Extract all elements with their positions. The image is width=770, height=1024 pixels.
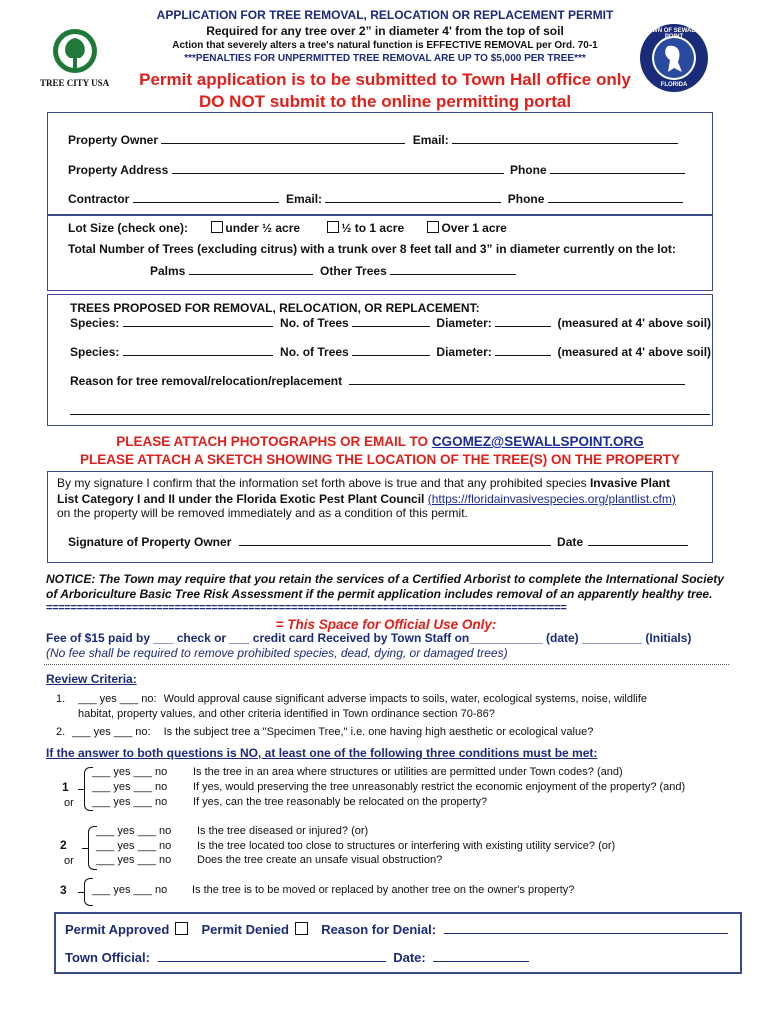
email-link[interactable]: CGOMEZ@SEWALLSPOINT.ORG (431, 434, 644, 449)
signature-text-3: on the property will be removed immediately and as a condition of this permit. (57, 506, 468, 520)
separator-line: ===================================================================================== (46, 602, 567, 614)
g1-yes-no-2[interactable]: ___ yes ___ no (92, 781, 168, 793)
lot-under-half-checkbox[interactable] (211, 221, 223, 233)
fee-line: Fee of $15 paid by ___ check or ___ credit card Received by Town Staff on___________ (date) _________ (Initials) (46, 631, 692, 645)
g2-text-3: Does the tree create an unsafe visual obstruction? (197, 854, 443, 866)
town-official-field[interactable] (158, 951, 386, 962)
permit-denied-label: Permit Denied (201, 922, 289, 937)
lot-half-to-one-checkbox[interactable] (327, 221, 339, 233)
attach-photos-notice: PLEASE ATTACH PHOTOGRAPHS OR EMAIL TO (116, 434, 429, 449)
g2-yes-no-1[interactable]: ___ yes ___ no (96, 825, 172, 837)
action-note: Action that severely alters a tree's natural function is EFFECTIVE REMOVAL per Ord. 70-1 (172, 40, 598, 51)
q1-text-2: habitat, property values, and other criteria identified in Town ordinance section 70-86? (78, 708, 495, 720)
reason-label: Reason for tree removal/relocation/replacement (70, 374, 343, 388)
lot-half-to-one-label: ½ to 1 acre (341, 221, 405, 235)
review-criteria-title: Review Criteria: (46, 672, 137, 686)
q2-yes-no[interactable]: ___ yes ___ no: (72, 726, 151, 738)
reason-field[interactable] (349, 374, 685, 385)
other-trees-label: Other Trees (320, 264, 387, 278)
penalties-note: ***PENALTIES FOR UNPERMITTED TREE REMOVAL ARE UP TO $5,000 PER TREE*** (184, 53, 586, 64)
trees-proposed-heading: TREES PROPOSED FOR REMOVAL, RELOCATION, OR REPLACEMENT: (70, 301, 480, 315)
group-1-or: or (64, 797, 74, 809)
seal-bottom-text: FLORIDA (660, 82, 688, 88)
diameter-field-1[interactable] (495, 316, 551, 327)
g1-text-2: If yes, would preserving the tree unreasonably restrict the economic enjoyment of the property? (and) (193, 781, 686, 793)
species-field-2[interactable] (123, 345, 273, 356)
palms-field[interactable] (189, 264, 313, 275)
plantlist-link[interactable]: (https://floridainvasivespecies.org/plantlist.cfm) (427, 492, 676, 506)
lot-size-label: Lot Size (check one): (68, 221, 189, 235)
g2-yes-no-3[interactable]: ___ yes ___ no (96, 854, 172, 866)
no-of-trees-label-2: No. of Trees (280, 345, 349, 359)
signature-text-1-bold: Invasive Plant (589, 476, 671, 490)
attach-sketch-notice: PLEASE ATTACH A SKETCH SHOWING THE LOCATION OF THE TREE(S) ON THE PROPERTY (79, 452, 680, 467)
group-3-number: 3 (60, 883, 67, 897)
no-of-trees-field-2[interactable] (352, 345, 430, 356)
dotted-divider (44, 664, 729, 665)
contractor-label: Contractor (68, 192, 130, 206)
contractor-email-field[interactable] (325, 192, 501, 203)
q1-number: 1. (56, 693, 66, 705)
g3-yes-no[interactable]: ___ yes ___ no (92, 884, 168, 896)
g1-text-3: If yes, can the tree reasonably be relocated on the property? (193, 796, 488, 808)
g3-text: Is the tree is to be moved or replaced by another tree on the owner's property? (192, 884, 575, 896)
diameter-label-2: Diameter: (436, 345, 492, 359)
group-1-number: 1 (62, 780, 69, 794)
form-subtitle: Required for any tree over 2” in diameter 4' from the top of soil (206, 24, 564, 38)
reason-denial-label: Reason for Denial: (321, 922, 437, 937)
group-2-number: 2 (60, 838, 67, 852)
species-label: Species: (70, 316, 120, 330)
contractor-phone-field[interactable] (548, 192, 683, 203)
other-trees-field[interactable] (390, 264, 516, 275)
lot-over-one-label: Over 1 acre (441, 221, 507, 235)
town-official-label: Town Official: (65, 950, 150, 965)
signature-field[interactable] (239, 535, 551, 546)
signature-label: Signature of Property Owner (68, 535, 232, 549)
species-field-1[interactable] (123, 316, 273, 327)
portal-notice: DO NOT submit to the online permitting portal (198, 92, 572, 111)
official-date-field[interactable] (433, 951, 529, 962)
phone-label: Phone (509, 163, 547, 177)
conditions-title: If the answer to both questions is NO, at least one of the following three conditions must be met: (46, 746, 598, 760)
q1-yes-no[interactable]: ___ yes ___ no: (78, 693, 157, 705)
signature-text-1: By my signature I confirm that the information set forth above is true and that any prohibited species (57, 476, 587, 490)
group-2-or: or (64, 855, 74, 867)
seal-top-text: TOWN OF SEWALL'S POINT (643, 28, 705, 40)
lot-under-half-label: under ½ acre (225, 221, 301, 235)
date-label: Date (557, 535, 584, 549)
contractor-phone-label: Phone (507, 192, 545, 206)
submit-notice: Permit application is to be submitted to Town Hall office only (139, 70, 631, 89)
no-of-trees-field-1[interactable] (352, 316, 430, 327)
q1-text: Would approval cause significant adverse impacts to soils, water, ecological systems, noise, wildlife (163, 693, 648, 705)
g2-yes-no-2[interactable]: ___ yes ___ no (96, 840, 172, 852)
measured-note-2: (measured at 4' above soil) (557, 345, 712, 359)
email-field[interactable] (452, 133, 678, 144)
official-date-label: Date: (393, 950, 426, 965)
g2-text-2: Is the tree located too close to structures or interfering with existing utility service? (or) (197, 840, 616, 852)
reason-denial-field[interactable] (444, 923, 728, 934)
diameter-field-2[interactable] (495, 345, 551, 356)
g1-yes-no-3[interactable]: ___ yes ___ no (92, 796, 168, 808)
property-address-label: Property Address (68, 163, 169, 177)
lot-over-one-checkbox[interactable] (427, 221, 439, 233)
property-owner-field[interactable] (161, 133, 405, 144)
property-address-field[interactable] (172, 163, 504, 174)
measured-note: (measured at 4' above soil) (557, 316, 712, 330)
no-of-trees-label: No. of Trees (280, 316, 349, 330)
diameter-label: Diameter: (436, 316, 492, 330)
reason-field-line-2[interactable] (70, 414, 710, 415)
g2-text-1: Is the tree diseased or injured? (or) (197, 825, 369, 837)
g1-text-1: Is the tree in an area where structures or utilities are permitted under Town codes? (and) (193, 766, 623, 778)
official-use-heading: = This Space for Official Use Only: (275, 617, 497, 632)
g1-yes-no-1[interactable]: ___ yes ___ no (92, 766, 168, 778)
permit-approved-checkbox[interactable] (175, 922, 188, 935)
palms-label: Palms (150, 264, 186, 278)
arborist-notice: NOTICE: The Town may require that you retain the services of a Certified Arborist to complete the International Society of Arboriculture Basic Tree Risk Assessment if the permit application includes removal of an apparently healthy tree. (46, 572, 724, 601)
contractor-field[interactable] (133, 192, 279, 203)
species-label-2: Species: (70, 345, 120, 359)
contractor-email-label: Email: (286, 192, 323, 206)
q2-number: 2. (56, 726, 66, 738)
property-owner-label: Property Owner (68, 133, 159, 147)
total-trees-label: Total Number of Trees (excluding citrus) with a trunk over 8 feet tall and 3” in diameter currently on the lot: (68, 242, 676, 256)
fee-note: (No fee shall be required to remove prohibited species, dead, dying, or damaged trees) (46, 646, 508, 660)
q2-text: Is the subject tree a "Specimen Tree," i.e. one having high aesthetic or ecological value? (163, 726, 594, 738)
signature-text-2-bold: List Category I and II under the Florida Exotic Pest Plant Council (57, 492, 425, 506)
date-field[interactable] (588, 535, 688, 546)
phone-field[interactable] (550, 163, 685, 174)
permit-approved-label: Permit Approved (65, 922, 170, 937)
email-label: Email: (412, 133, 449, 147)
form-title: APPLICATION FOR TREE REMOVAL, RELOCATION OR REPLACEMENT PERMIT (156, 8, 614, 22)
tree-city-usa-text: TREE CITY USA (40, 78, 110, 88)
permit-denied-checkbox[interactable] (295, 922, 308, 935)
